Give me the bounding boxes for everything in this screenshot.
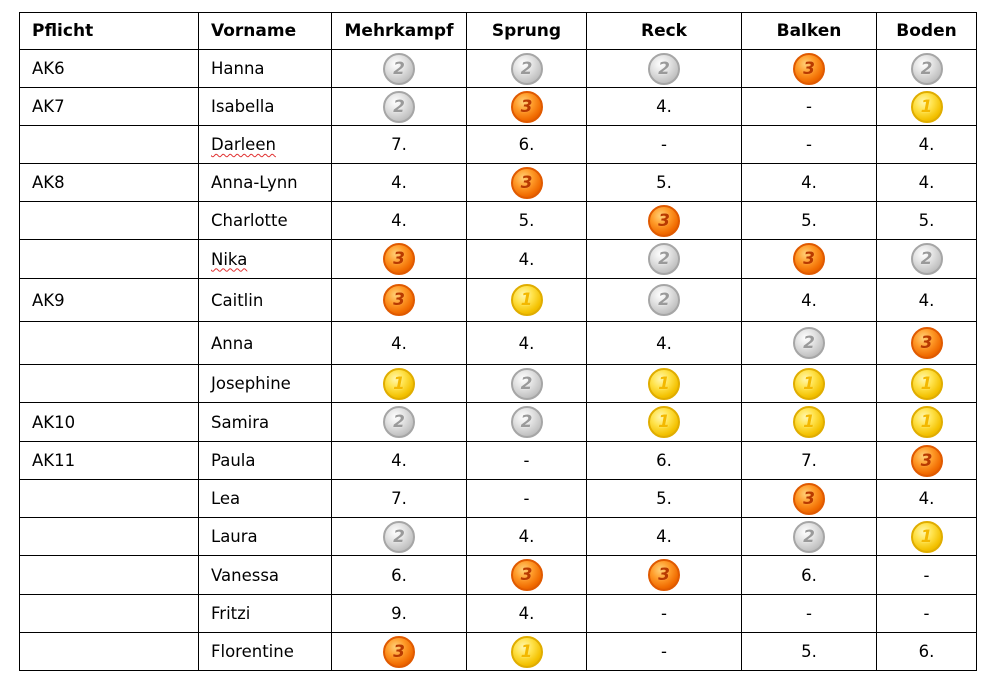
medal-number: 3 [803,58,815,79]
header-sprung: Sprung [467,13,587,50]
balken-cell [742,164,877,202]
vorname-text: Isabella [211,97,275,116]
table-row [20,279,977,322]
medal-number: 3 [393,249,405,269]
gold-medal-icon [911,521,943,553]
reck-cell [587,518,742,556]
silver-medal-icon [911,243,943,275]
medal-number: 2 [393,96,405,117]
medal-number: 3 [520,565,533,585]
balken-cell [742,633,877,671]
medal-number: 1 [803,412,815,432]
pflicht-cell [20,480,199,518]
vorname-text: Paula [211,451,256,470]
balken-cell [742,322,877,365]
sprung-cell [467,556,587,595]
sprung-cell [467,240,587,279]
medal-number: 2 [520,373,533,394]
vorname-cell [199,88,332,126]
pflicht-cell: AK9 [20,279,199,322]
medal-number: 2 [520,412,533,432]
bronze-medal-icon [383,243,415,275]
mehrkampf-cell [332,518,467,556]
silver-medal-icon [383,406,415,438]
vorname-text: Anna-Lynn [211,173,298,192]
vorname-text: Josephine [211,374,291,393]
boden-cell [877,50,977,88]
medal-number: 3 [520,96,533,117]
pflicht-cell [20,202,199,240]
boden-cell [877,556,977,595]
vorname-text: Fritzi [211,604,251,623]
placement-text: 4. [656,527,672,546]
sprung-cell [467,442,587,480]
boden-cell [877,202,977,240]
silver-medal-icon [511,368,543,400]
placement-text: 4. [518,333,535,353]
medal-number: 2 [803,526,815,547]
table-row [20,126,977,164]
reck-cell [587,126,742,164]
results-body [20,50,977,671]
boden-cell [877,595,977,633]
reck-cell [587,164,742,202]
placement-text: - [923,604,930,623]
medal-number: 1 [658,412,670,432]
mehrkampf-cell [332,164,467,202]
placement-text: 4. [801,173,817,192]
table-row [20,164,977,202]
balken-cell [742,480,877,518]
medal-number: 2 [803,333,815,353]
silver-medal-icon [648,53,680,85]
boden-cell [877,164,977,202]
balken-cell [742,240,877,279]
balken-cell [742,518,877,556]
boden-cell [877,365,977,403]
placement-text: 4. [918,135,935,154]
placement-text: 4. [656,333,672,353]
silver-medal-icon [793,327,825,359]
boden-cell [877,403,977,442]
gold-medal-icon [648,368,680,400]
pflicht-cell [20,556,199,595]
vorname-cell [199,633,332,671]
bronze-medal-icon [511,559,543,591]
pflicht-cell: AK10 [20,403,199,442]
table-row [20,88,977,126]
vorname-text: Vanessa [211,565,280,585]
mehrkampf-cell [332,442,467,480]
reck-cell [587,202,742,240]
sprung-cell [467,322,587,365]
silver-medal-icon [911,53,943,85]
sprung-cell [467,365,587,403]
placement-text: 4. [518,604,535,623]
placement-text: 7. [391,489,407,508]
table-row [20,322,977,365]
placement-text: 5. [656,489,672,508]
placement-text: 6. [518,135,535,154]
bronze-medal-icon [793,53,825,85]
sprung-cell [467,202,587,240]
balken-cell [742,126,877,164]
placement-text: 4. [391,173,407,192]
reck-cell [587,595,742,633]
balken-cell [742,442,877,480]
reck-cell [587,279,742,322]
boden-cell [877,518,977,556]
medal-number: 3 [803,488,815,509]
medal-number: 1 [920,526,933,547]
pflicht-cell [20,126,199,164]
placement-text: 4. [801,290,817,310]
medal-number: 1 [393,373,405,394]
vorname-cell [199,279,332,322]
placement-text: 4. [391,333,407,353]
placement-text: 6. [801,565,817,585]
mehrkampf-cell [332,595,467,633]
sprung-cell [467,88,587,126]
sprung-cell [467,480,587,518]
vorname-text: Charlotte [211,211,288,230]
medal-number: 2 [920,58,933,79]
bronze-medal-icon [648,559,680,591]
sprung-cell [467,126,587,164]
mehrkampf-cell [332,556,467,595]
reck-cell [587,556,742,595]
vorname-text: Lea [211,489,241,508]
bronze-medal-icon [648,205,680,237]
gold-medal-icon [511,284,543,316]
silver-medal-icon [383,53,415,85]
bronze-medal-icon [911,445,943,477]
mehrkampf-cell [332,633,467,671]
medal-number: 2 [393,412,405,432]
table-row [20,365,977,403]
vorname-cell [199,365,332,403]
pflicht-cell [20,322,199,365]
vorname-text: Nika [211,249,248,269]
table-row [20,403,977,442]
pflicht-cell [20,633,199,671]
balken-cell [742,202,877,240]
placement-text: 5. [518,211,535,230]
placement-text: 4. [918,290,935,310]
vorname-cell [199,556,332,595]
reck-cell [587,50,742,88]
placement-text: 4. [656,97,672,116]
bronze-medal-icon [383,284,415,316]
table-row [20,633,977,671]
gold-medal-icon [648,406,680,438]
reck-cell [587,403,742,442]
placement-text: - [806,604,812,623]
sprung-cell [467,279,587,322]
placement-text: 6. [391,565,407,585]
bronze-medal-icon [383,636,415,668]
placement-text: 5. [801,211,817,230]
medal-number: 3 [393,641,405,662]
pflicht-cell [20,365,199,403]
reck-cell [587,240,742,279]
pflicht-cell [20,595,199,633]
boden-cell [877,322,977,365]
sprung-cell [467,595,587,633]
mehrkampf-cell [332,202,467,240]
mehrkampf-cell [332,240,467,279]
placement-text: - [661,642,667,661]
bronze-medal-icon [511,167,543,199]
medal-number: 3 [658,210,670,231]
medal-number: 1 [803,373,815,394]
gold-medal-icon [793,368,825,400]
gold-medal-icon [383,368,415,400]
sprung-cell [467,403,587,442]
results-table [19,12,977,671]
silver-medal-icon [648,284,680,316]
pflicht-cell: AK6 [20,50,199,88]
medal-number: 3 [393,290,405,310]
reck-cell [587,322,742,365]
balken-cell [742,50,877,88]
vorname-cell [199,480,332,518]
balken-cell [742,403,877,442]
balken-cell [742,365,877,403]
placement-text: 6. [918,642,935,661]
placement-text: 4. [391,211,407,230]
vorname-text: Darleen [211,135,276,154]
silver-medal-icon [511,53,543,85]
sprung-cell [467,50,587,88]
placement-text: 6. [656,451,672,470]
placement-text: - [661,135,667,154]
vorname-text: Florentine [211,642,294,661]
vorname-cell [199,403,332,442]
medal-number: 3 [520,172,533,193]
placement-text: - [661,604,667,623]
boden-cell [877,240,977,279]
mehrkampf-cell [332,50,467,88]
vorname-cell [199,322,332,365]
silver-medal-icon [648,243,680,275]
medal-number: 1 [520,641,533,662]
placement-text: - [806,135,812,154]
placement-text: - [523,489,530,508]
silver-medal-icon [511,406,543,438]
placement-text: - [806,97,812,116]
mehrkampf-cell [332,365,467,403]
mehrkampf-cell [332,322,467,365]
pflicht-cell [20,240,199,279]
table-row [20,442,977,480]
header-balken: Balken [742,13,877,50]
vorname-text: Laura [211,527,258,546]
medal-number: 3 [920,450,933,471]
placement-text: 7. [801,451,817,470]
table-row [20,240,977,279]
medal-number: 2 [393,58,405,79]
silver-medal-icon [793,521,825,553]
placement-text: - [923,565,930,585]
placement-text: 4. [391,451,407,470]
table-row [20,595,977,633]
pflicht-cell [20,518,199,556]
balken-cell [742,88,877,126]
placement-text: 5. [656,173,672,192]
boden-cell [877,442,977,480]
vorname-cell [199,595,332,633]
medal-number: 1 [520,290,533,310]
pflicht-cell: AK8 [20,164,199,202]
vorname-cell [199,202,332,240]
medal-number: 2 [658,58,670,79]
sprung-cell [467,633,587,671]
boden-cell [877,126,977,164]
reck-cell [587,88,742,126]
vorname-text: Hanna [211,59,265,78]
bronze-medal-icon [793,483,825,515]
table-row [20,556,977,595]
placement-text: 7. [391,135,407,154]
medal-number: 2 [920,249,933,269]
header-pflicht: Pflicht [20,13,199,50]
pflicht-cell: AK11 [20,442,199,480]
vorname-text: Anna [211,333,254,353]
medal-number: 1 [920,96,933,117]
vorname-cell [199,126,332,164]
header-mehrkampf: Mehrkampf [332,13,467,50]
medal-number: 3 [803,249,815,269]
vorname-cell [199,164,332,202]
mehrkampf-cell [332,480,467,518]
table-row [20,480,977,518]
balken-cell [742,595,877,633]
placement-text: 4. [518,249,535,269]
boden-cell [877,480,977,518]
placement-text: 4. [918,489,935,508]
sprung-cell [467,164,587,202]
medal-number: 2 [393,526,405,547]
boden-cell [877,633,977,671]
medal-number: 3 [920,333,933,353]
mehrkampf-cell [332,88,467,126]
boden-cell [877,88,977,126]
table-row [20,50,977,88]
header-reck: Reck [587,13,742,50]
silver-medal-icon [383,521,415,553]
mehrkampf-cell [332,403,467,442]
gold-medal-icon [911,406,943,438]
reck-cell [587,442,742,480]
medal-number: 2 [658,290,670,310]
placement-text: 4. [518,527,535,546]
header-row [20,13,977,50]
bronze-medal-icon [511,91,543,123]
medal-number: 3 [658,565,670,585]
sprung-cell [467,518,587,556]
vorname-cell [199,50,332,88]
mehrkampf-cell [332,126,467,164]
medal-number: 1 [920,412,933,432]
placement-text: 5. [801,642,817,661]
header-boden: Boden [877,13,977,50]
gold-medal-icon [511,636,543,668]
reck-cell [587,365,742,403]
header-vorname: Vorname [199,13,332,50]
medal-number: 1 [920,373,933,394]
bronze-medal-icon [793,243,825,275]
pflicht-cell: AK7 [20,88,199,126]
balken-cell [742,279,877,322]
placement-text: 9. [391,604,407,623]
vorname-cell [199,240,332,279]
placement-text: 4. [918,173,935,192]
balken-cell [742,556,877,595]
table-row [20,202,977,240]
gold-medal-icon [911,91,943,123]
reck-cell [587,633,742,671]
mehrkampf-cell [332,279,467,322]
table-row [20,518,977,556]
medal-number: 2 [658,249,670,269]
boden-cell [877,279,977,322]
medal-number: 2 [520,58,533,79]
vorname-cell [199,442,332,480]
gold-medal-icon [911,368,943,400]
placement-text: - [523,451,530,470]
vorname-text: Samira [211,412,270,432]
medal-number: 1 [658,373,670,394]
gold-medal-icon [793,406,825,438]
vorname-cell [199,518,332,556]
vorname-text: Caitlin [211,290,264,310]
bronze-medal-icon [911,327,943,359]
reck-cell [587,480,742,518]
placement-text: 5. [918,211,935,230]
silver-medal-icon [383,91,415,123]
